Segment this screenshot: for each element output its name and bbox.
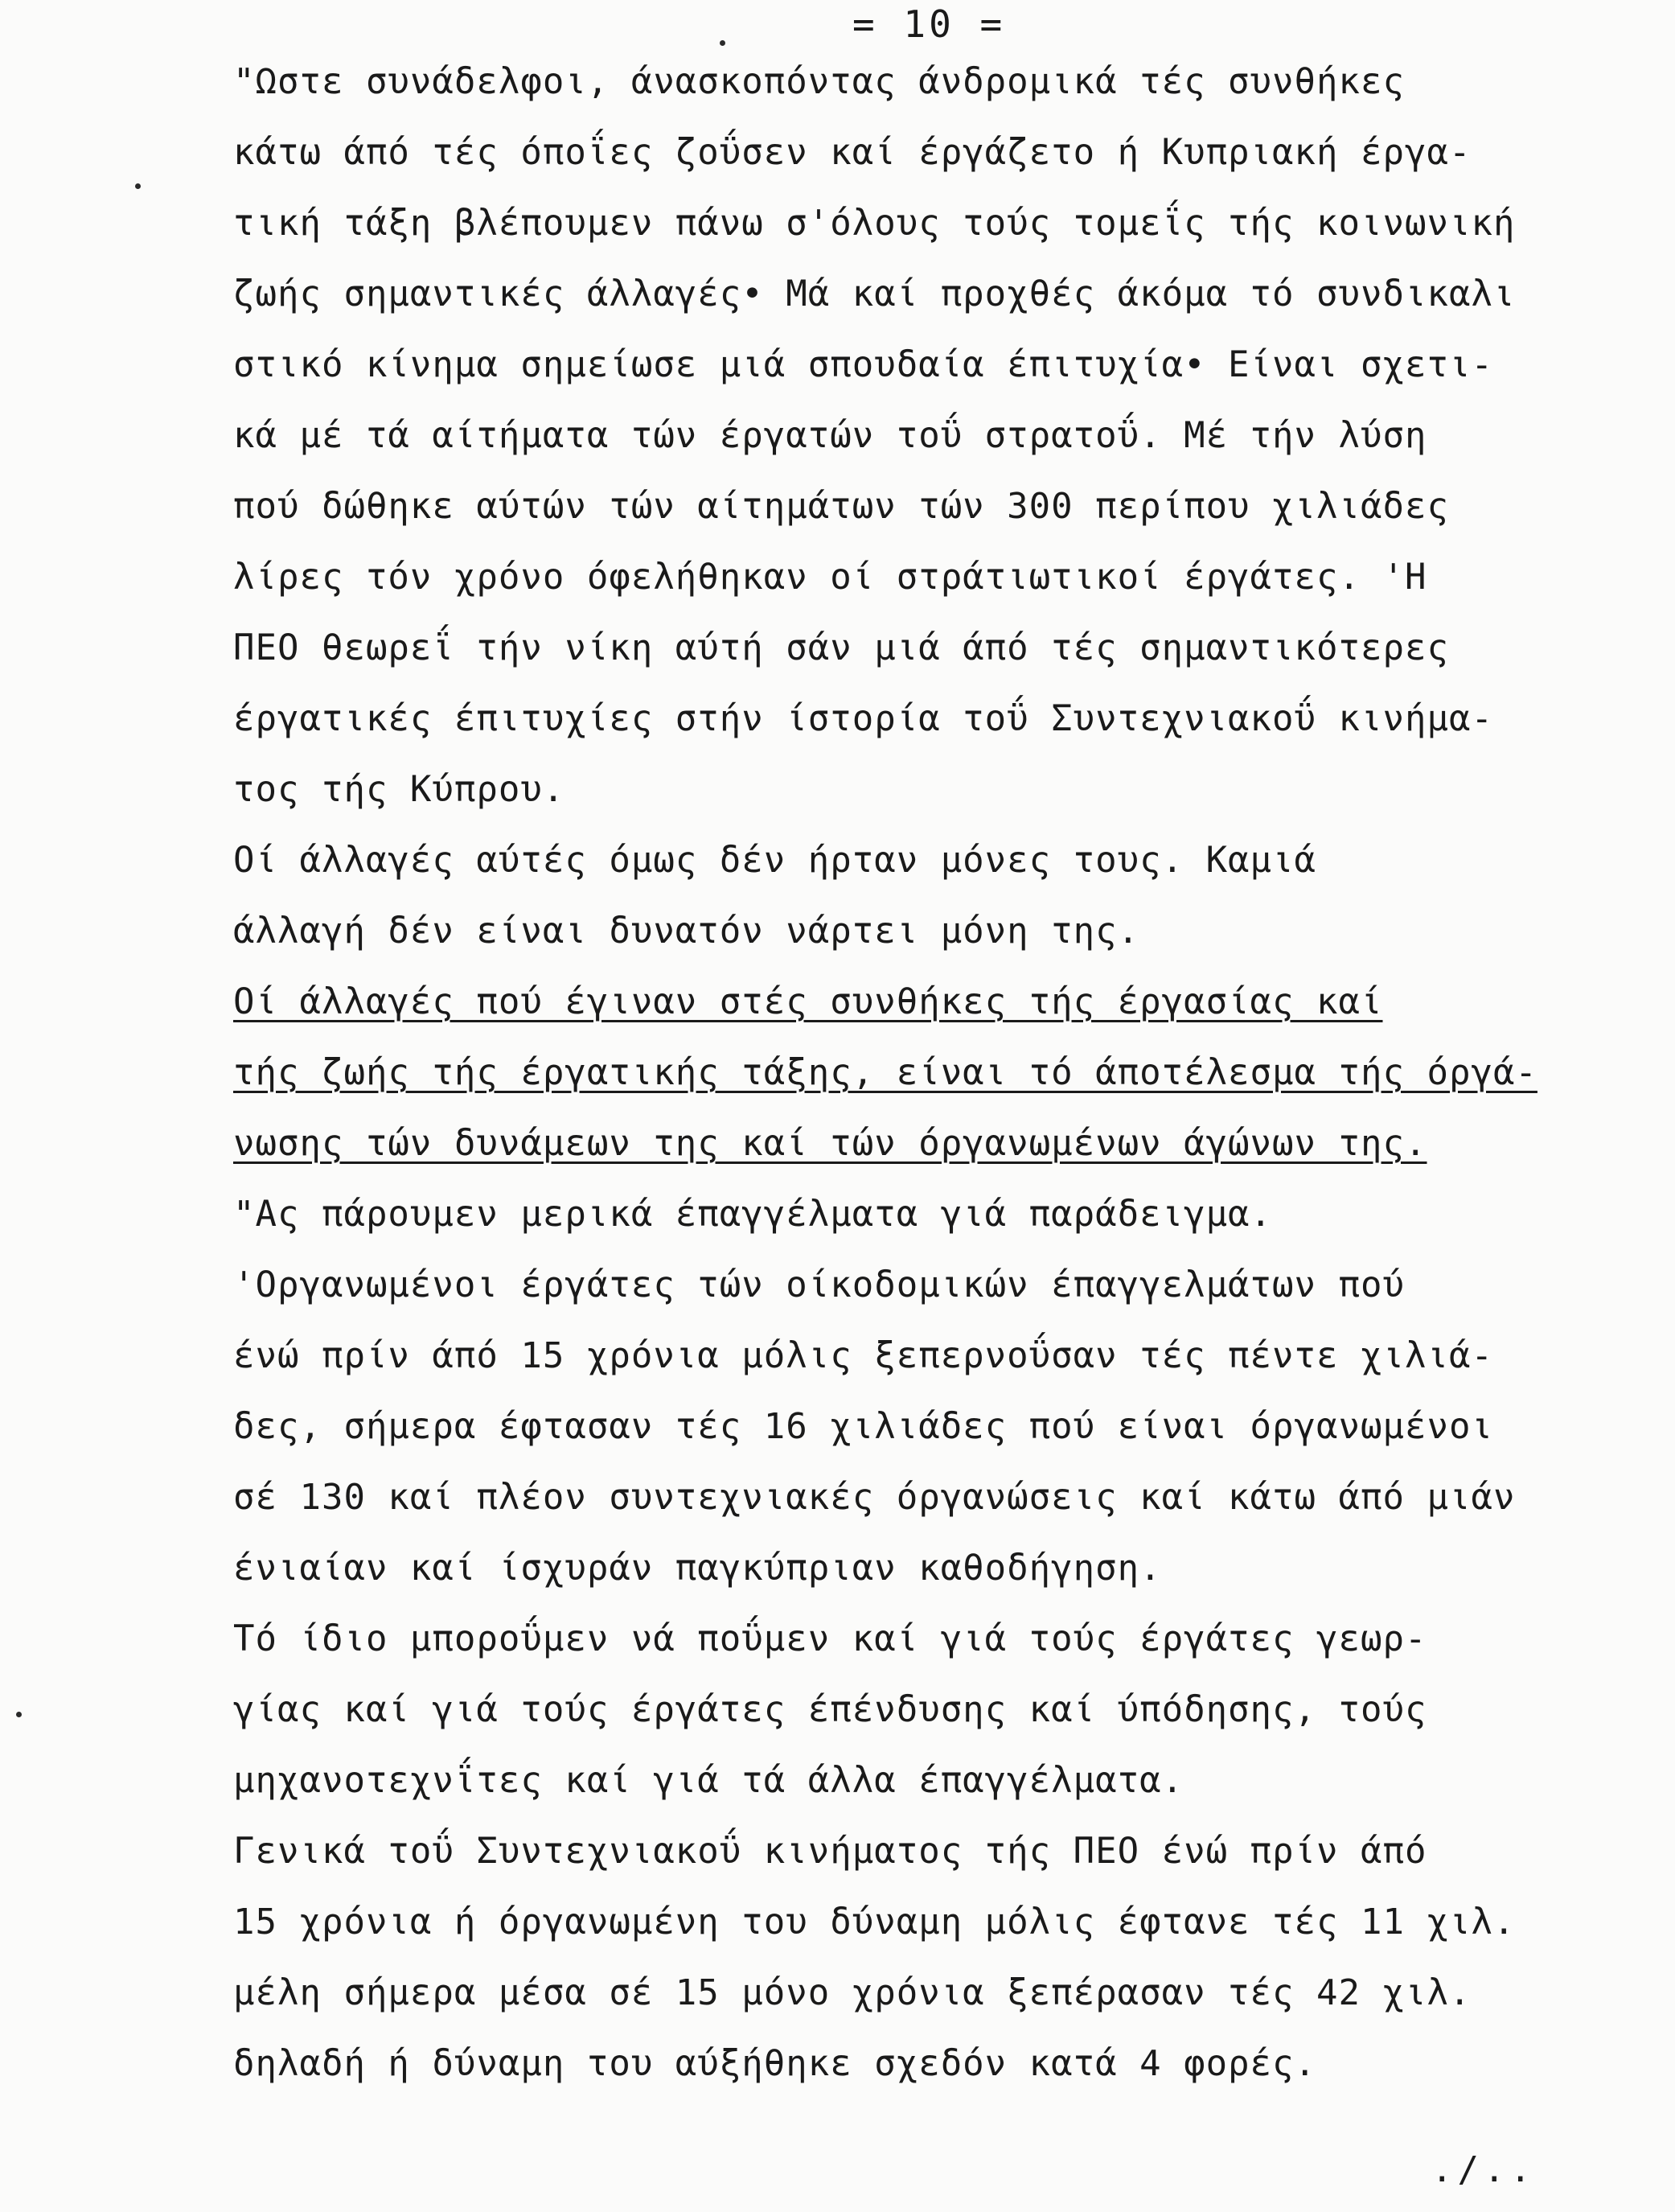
- text-line: τος τής Κύπρου.: [233, 769, 565, 810]
- underlined-text-line: Οί άλλαγές πού έγιναν στές συνθήκες τής έργασίας καί: [233, 981, 1383, 1022]
- text-line: "Ωστε συνάδελφοι, άνασκοπόντας άνδρομικά τές συνθήκες: [233, 61, 1405, 102]
- text-line: Τό ίδιο μποροΰμεν νά ποΰμεν καί γιά τούς έργάτες γεωρ-: [233, 1618, 1427, 1659]
- text-line: έργατικές έπιτυχίες στήν ίστορία τοΰ Συντεχνιακοΰ κινήμα-: [233, 698, 1493, 739]
- text-line: Οί άλλαγές αύτές όμως δέν ήρταν μόνες τους. Καμιά: [233, 840, 1317, 881]
- text-line: άλλαγή δέν είναι δυνατόν νάρτει μόνη της.: [233, 911, 1140, 952]
- text-line: 'Οργανωμένοι έργάτες τών οίκοδομικών έπαγγελμάτων πού: [233, 1264, 1405, 1305]
- scan-speck: [720, 40, 725, 46]
- text-line: γίας καί γιά τούς έργάτες έπένδυσης καί ύπόδησης, τούς: [233, 1689, 1427, 1730]
- page-number: = 10 =: [852, 2, 1006, 46]
- text-line: σέ 130 καί πλέον συντεχνιακές όργανώσεις καί κάτω άπό μιάν: [233, 1477, 1516, 1518]
- text-line: "Ας πάρουμεν μερικά έπαγγέλματα γιά παράδειγμα.: [233, 1194, 1273, 1235]
- text-line: 15 χρόνια ή όργανωμένη του δύναμη μόλις έφτανε τές 11 χιλ.: [233, 1902, 1516, 1943]
- underlined-text-line: νωσης τών δυνάμεων της καί τών όργανωμένων άγώνων της.: [233, 1123, 1427, 1164]
- scan-speck: [16, 1712, 22, 1717]
- text-line: λίρες τόν χρόνο όφελήθηκαν οί στράτιωτικοί έργάτες. 'Η: [233, 557, 1427, 598]
- underlined-text-line: τής ζωής τής έργατικής τάξης, είναι τό άποτέλεσμα τής όργά-: [233, 1052, 1537, 1093]
- text-line: κάτω άπό τές όποΐες ζοΰσεν καί έργάζετο ή Κυπριακή έργα-: [233, 132, 1472, 173]
- text-line: ζωής σημαντικές άλλαγές• Μά καί προχθές άκόμα τό συνδικαλι: [233, 273, 1516, 315]
- text-line: ένώ πρίν άπό 15 χρόνια μόλις ξεπερνοΰσαν τές πέντε χιλιά-: [233, 1335, 1493, 1376]
- text-line: ένιαίαν καί ίσχυράν παγκύπριαν καθοδήγηση.: [233, 1548, 1162, 1589]
- text-line: δες, σήμερα έφτασαν τές 16 χιλιάδες πού είναι όργανωμένοι: [233, 1406, 1493, 1447]
- text-line: δηλαδή ή δύναμη του αύξήθηκε σχεδόν κατά 4 φορές.: [233, 2043, 1317, 2084]
- text-line: μέλη σήμερα μέσα σέ 15 μόνο χρόνια ξεπέρασαν τές 42 χιλ.: [233, 1972, 1472, 2013]
- scan-speck: [135, 183, 141, 189]
- text-line: μηχανοτεχνΐτες καί γιά τά άλλα έπαγγέλματα.: [233, 1760, 1184, 1801]
- text-line: τική τάξη βλέπουμεν πάνω σ'όλους τούς τομεΐς τής κοινωνική: [233, 203, 1516, 244]
- text-line: πού δώθηκε αύτών τών αίτημάτων τών 300 περίπου χιλιάδες: [233, 486, 1449, 527]
- text-line: κά μέ τά αίτήματα τών έργατών τοΰ στρατοΰ. Μέ τήν λύση: [233, 415, 1427, 456]
- text-line: ΠΕΟ θεωρεΐ τήν νίκη αύτή σάν μιά άπό τές σημαντικότερες: [233, 627, 1449, 668]
- text-line: Γενικά τοΰ Συντεχνιακοΰ κινήματος τής ΠΕΟ ένώ πρίν άπό: [233, 1831, 1427, 1872]
- continuation-mark: ./..: [1431, 2149, 1536, 2190]
- text-line: στικό κίνημα σημείωσε μιά σπουδαία έπιτυχία• Είναι σχετι-: [233, 344, 1493, 385]
